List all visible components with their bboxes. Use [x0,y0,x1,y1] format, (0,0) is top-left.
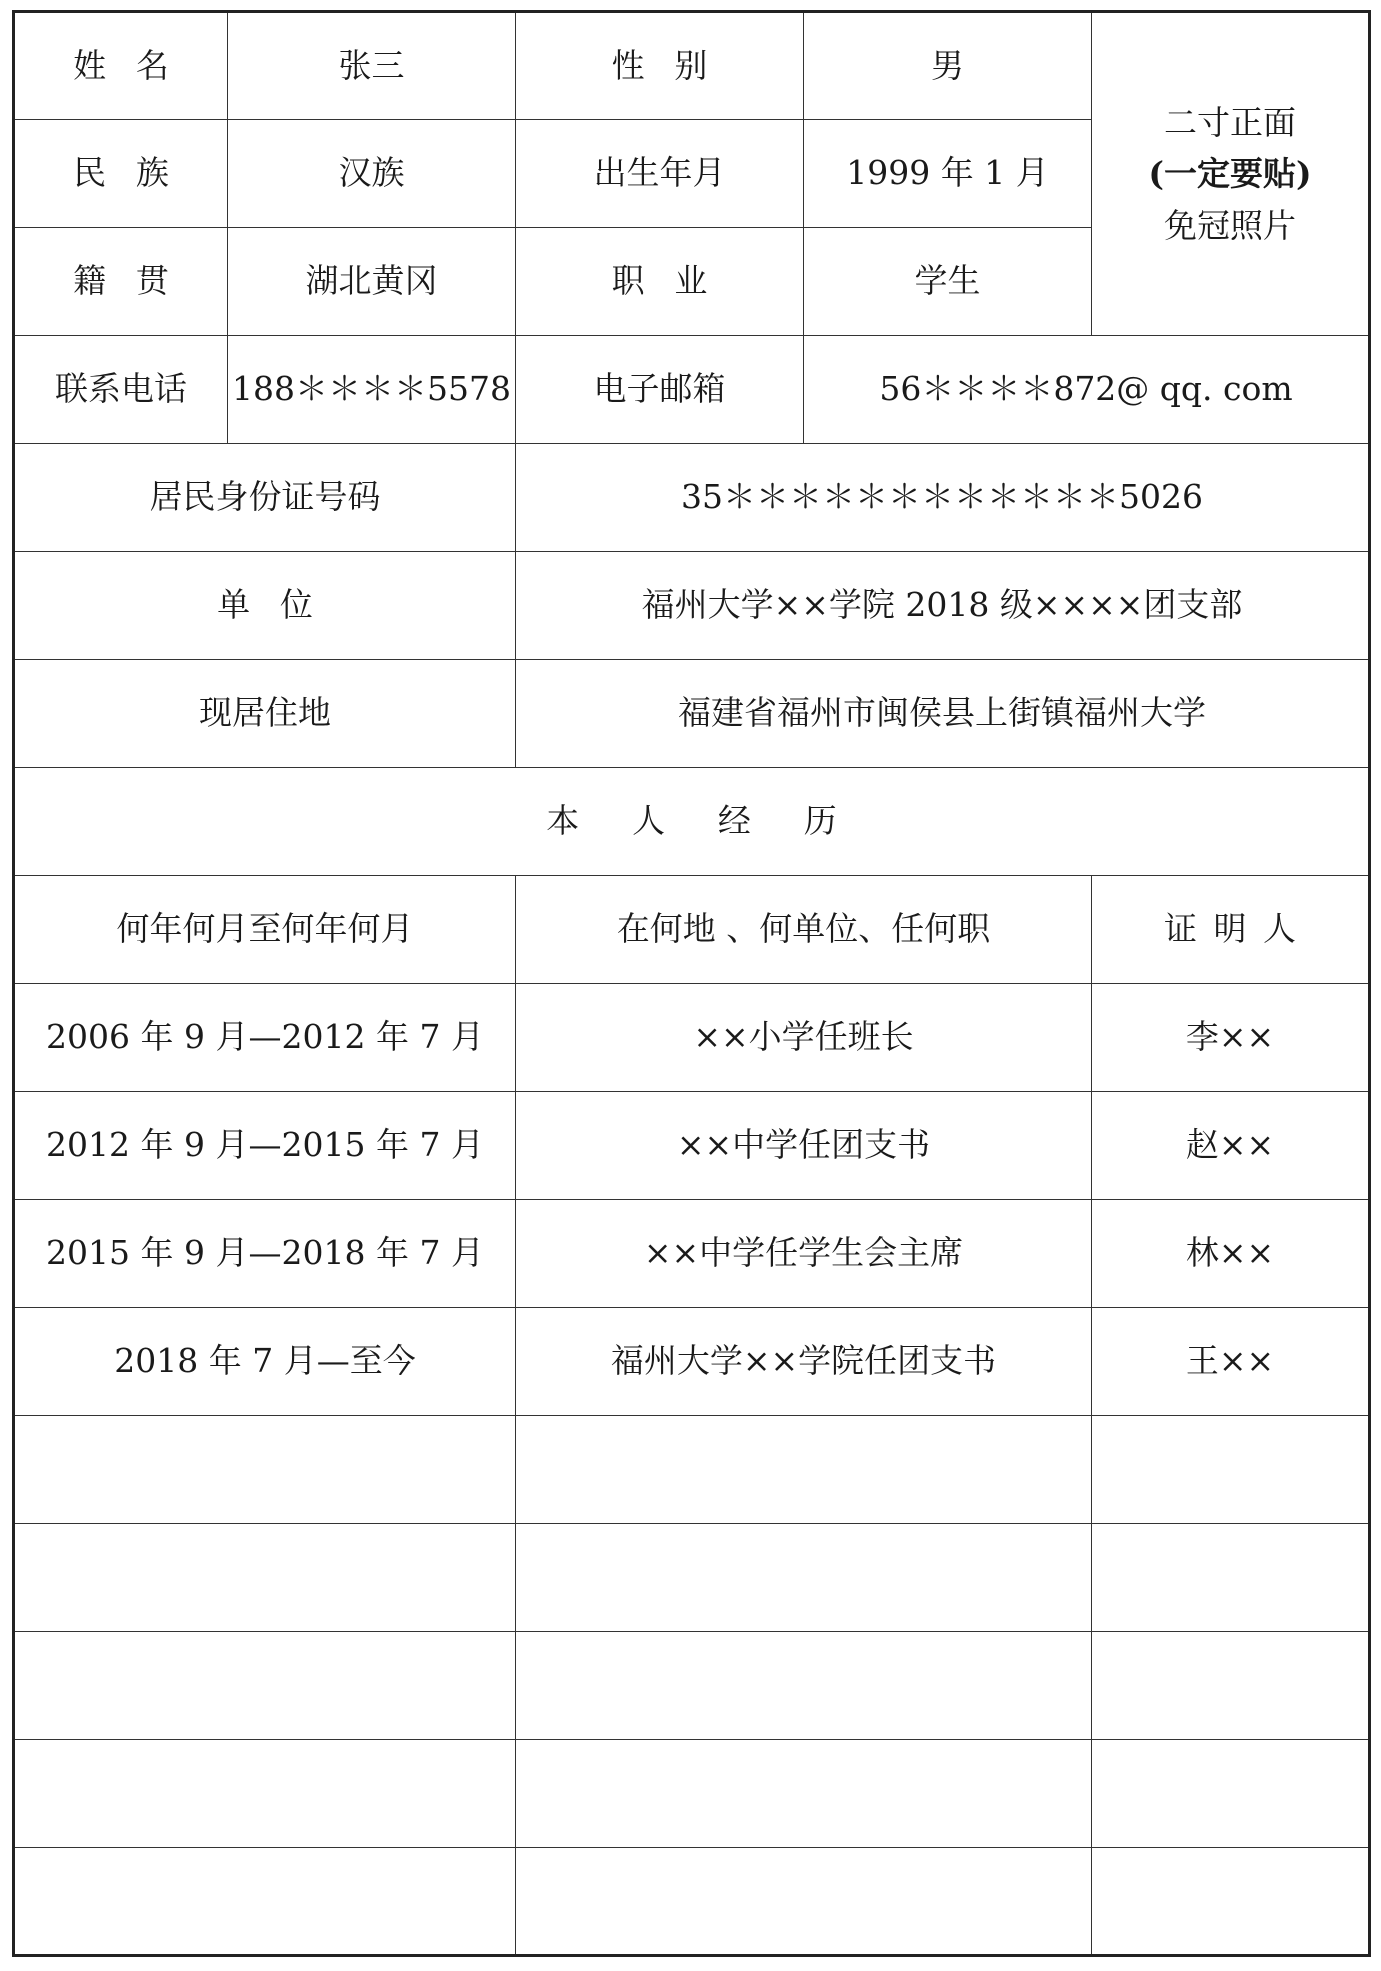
experience-row [14,1092,1370,1200]
phone-value: 188＊＊＊＊5578 [228,336,516,444]
experience-header-place: 在何地 、何单位、任何职 [516,876,1092,984]
experience-period [14,1524,516,1632]
experience-place: ××小学任班长 [516,984,1092,1092]
form-row-unit [14,552,1370,660]
experience-witness [1092,1416,1370,1524]
personal-info-form [12,10,1371,1957]
occupation-label: 职业 [516,228,804,336]
experience-row [14,1200,1370,1308]
experience-place [516,1632,1092,1740]
form-row-name [14,12,1370,120]
form-row-section-title [14,768,1370,876]
photo-caption-line1: 二寸正面 [1164,103,1296,143]
experience-row-empty [14,1524,1370,1632]
birth-value: 1999 年 1 月 [804,120,1092,228]
experience-period: 2006 年 9 月—2012 年 7 月 [14,984,516,1092]
experience-period [14,1740,516,1848]
experience-place [516,1740,1092,1848]
experience-witness [1092,1524,1370,1632]
native-place-label: 籍贯 [14,228,228,336]
unit-label: 单位 [14,552,516,660]
experience-period: 2015 年 9 月—2018 年 7 月 [14,1200,516,1308]
experience-place: ××中学任团支书 [516,1092,1092,1200]
experience-place [516,1848,1092,1956]
experience-row-empty [14,1848,1370,1956]
gender-value: 男 [804,12,1092,120]
experience-witness [1092,1740,1370,1848]
experience-witness: 林×× [1092,1200,1370,1308]
experience-period [14,1416,516,1524]
experience-header-period: 何年何月至何年何月 [14,876,516,984]
experience-header-row [14,876,1370,984]
experience-row-empty [14,1632,1370,1740]
form-row-id-number [14,444,1370,552]
ethnicity-value: 汉族 [228,120,516,228]
email-label: 电子邮箱 [516,336,804,444]
experience-witness [1092,1848,1370,1956]
name-value: 张三 [228,12,516,120]
experience-witness: 赵×× [1092,1092,1370,1200]
address-label: 现居住地 [14,660,516,768]
experience-witness: 李×× [1092,984,1370,1092]
native-place-value: 湖北黄冈 [228,228,516,336]
experience-row-empty [14,1416,1370,1524]
experience-row-empty [14,1740,1370,1848]
experience-period: 2018 年 7 月—至今 [14,1308,516,1416]
form-row-contact [14,336,1370,444]
experience-period [14,1848,516,1956]
email-value: 56＊＊＊＊872@ qq. com [804,336,1370,444]
id-number-label: 居民身份证号码 [14,444,516,552]
birth-label: 出生年月 [516,120,804,228]
experience-period: 2012 年 9 月—2015 年 7 月 [14,1092,516,1200]
name-label: 姓名 [14,12,228,120]
unit-value: 福州大学××学院 2018 级××××团支部 [516,552,1370,660]
experience-place: ××中学任学生会主席 [516,1200,1092,1308]
phone-label: 联系电话 [14,336,228,444]
form-row-address [14,660,1370,768]
experience-header-witness: 证明人 [1092,876,1370,984]
experience-place [516,1524,1092,1632]
ethnicity-label: 民族 [14,120,228,228]
experience-period [14,1632,516,1740]
experience-place [516,1416,1092,1524]
experience-place: 福州大学××学院任团支书 [516,1308,1092,1416]
photo-placeholder [1092,12,1370,336]
photo-caption-line2: (一定要贴) [1148,154,1312,194]
experience-witness: 王×× [1092,1308,1370,1416]
experience-section-title: 本人经历 [14,768,1370,876]
occupation-value: 学生 [804,228,1092,336]
experience-row [14,1308,1370,1416]
experience-row [14,984,1370,1092]
address-value: 福建省福州市闽侯县上街镇福州大学 [516,660,1370,768]
id-number-value: 35＊＊＊＊＊＊＊＊＊＊＊＊5026 [516,444,1370,552]
photo-caption-line3: 免冠照片 [1164,205,1296,245]
experience-witness [1092,1632,1370,1740]
gender-label: 性别 [516,12,804,120]
